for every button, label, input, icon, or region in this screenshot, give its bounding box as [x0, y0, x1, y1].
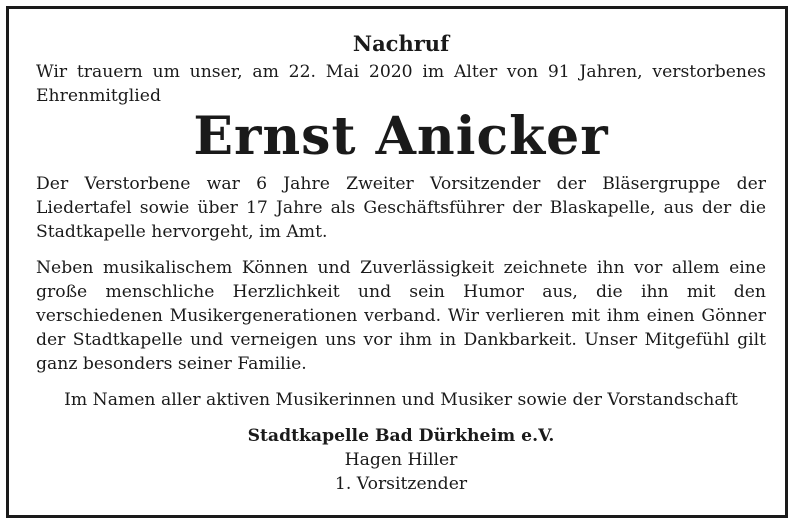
paragraph-service: Der Verstorbene war 6 Jahre Zweiter Vorsitzender der Bläsergruppe der Liedertafel sowie über 17 Jahre als Geschäftsführer der Blaskapelle, aus der die Stadtkapelle hervorgeht, im Amt.	[36, 174, 766, 242]
signer-name: Hagen Hiller	[344, 450, 458, 470]
signer-title: 1. Vorsitzender	[334, 474, 468, 494]
paragraph-tribute: Neben musikalischem Können und Zuverlässigkeit zeichnete ihn vor allem eine große menschliche Herzlichkeit und sein Humor aus, die ihn mit den verschiedenen Musikergenerationen verband. Wir verlieren mit ihm einen Gönner der Stadtkapelle und verneigen uns vor ihm in Dankbarkeit. Unser Mitgefühl gilt ganz besonders seiner Familie.	[36, 258, 766, 374]
intro-text: Wir trauern um unser, am 22. Mai 2020 im Alter von 91 Jahren, verstorbenes Ehrenmitglied	[36, 62, 766, 106]
organization-name: Stadtkapelle Bad Dürkheim e.V.	[247, 426, 555, 446]
signature-block	[36, 424, 766, 496]
obituary-notice	[36, 30, 766, 496]
notice-heading: Nachruf	[352, 31, 450, 56]
closing-line: Im Namen aller aktiven Musikerinnen und Musiker sowie der Vorstandschaft	[64, 390, 738, 410]
deceased-name: Ernst Anicker	[193, 106, 609, 167]
